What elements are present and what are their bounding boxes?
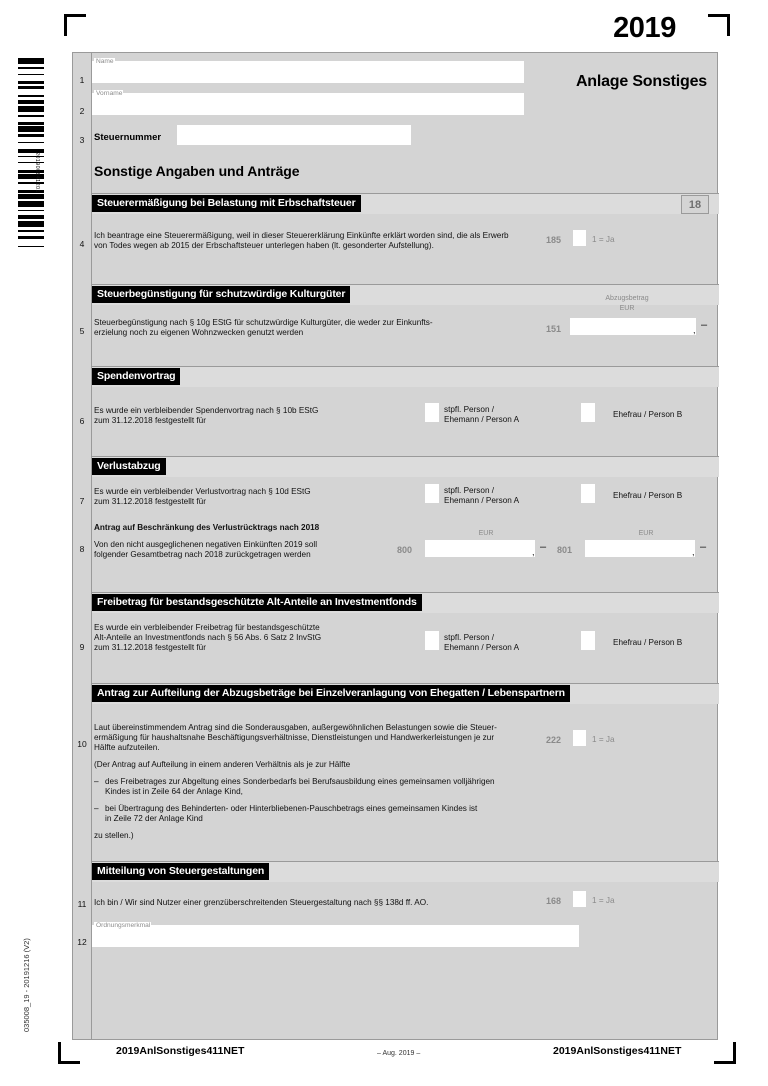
verlustabzug-amount-b-input[interactable]	[585, 540, 695, 557]
form-title: Anlage Sonstiges	[575, 73, 707, 90]
kulturgueter-text-line1: Steuerbegünstigung nach § 10g EStG für schutzwürdige Kulturgüter, die weder zur Einkunfts-	[94, 318, 433, 327]
page-title: Sonstige Angaben und Anträge	[94, 163, 300, 179]
barcode	[18, 58, 44, 286]
bullet-dash-1: –	[94, 777, 99, 786]
aufteilung-bullet1-line2: Kindes ist in Zeile 64 der Anlage Kind,	[105, 787, 243, 796]
field-code-801: 801	[557, 545, 573, 555]
verlustabzug-sub-line2: folgender Gesamtbetrag nach 2018 zurückgetragen werden	[94, 550, 311, 559]
row-number-5: 5	[79, 326, 85, 336]
freibetrag-person-a-line2: Ehemann / Person A	[444, 643, 520, 652]
aufteilung-ja-label: 1 = Ja	[592, 735, 615, 744]
spendenvortrag-checkbox-person-a[interactable]	[425, 403, 439, 422]
freibetrag-checkbox-person-b[interactable]	[581, 631, 595, 650]
crop-mark-bottom-right	[714, 1042, 736, 1064]
vorname-field[interactable]	[92, 93, 524, 115]
aufteilung-text-line4: (Der Antrag auf Aufteilung in einem anderen Verhältnis als je zur Hälfte	[94, 760, 351, 769]
aufteilung-text-line3: Hälfte aufzuteilen.	[94, 743, 160, 752]
verlustabzug-text-line1: Es wurde ein verbleibender Verlustvortrag nach § 10d EStG	[94, 487, 311, 496]
tax-year: 2019	[613, 12, 676, 44]
ordnungsmerkmal-label: Ordnungsmerkmal	[96, 922, 151, 929]
cent-dash: –	[700, 541, 707, 553]
freibetrag-text-line3: zum 31.12.2018 festgestellt für	[94, 643, 206, 652]
crop-mark-bottom-left	[58, 1042, 80, 1064]
kulturgueter-amount-input[interactable]	[570, 318, 696, 335]
kulturgueter-currency-label: EUR	[619, 305, 635, 312]
field-code-168: 168	[546, 896, 562, 906]
erbschaftsteuer-text-line1: Ich beantrage eine Steuerermäßigung, weil in dieser Steuererklärung Einkünfte erklärt worden sind, die als Erwerb	[94, 231, 509, 240]
section-heading-kulturgueter: Steuerbegünstigung für schutzwürdige Kulturgüter	[92, 286, 350, 303]
verlustabzug-sub-line1: Von den nicht ausgeglichenen negativen Einkünften 2019 soll	[94, 540, 318, 549]
form-version-id: 035008_19 - 20191216 (V2)	[22, 938, 31, 1032]
verlustabzug-checkbox-person-a[interactable]	[425, 484, 439, 503]
section-header-band	[92, 457, 719, 477]
freibetrag-text-line1: Es wurde ein verbleibender Freibetrag für bestandsgeschützte	[94, 623, 320, 632]
field-code-185: 185	[546, 235, 562, 245]
section-heading-verlustabzug: Verlustabzug	[92, 458, 166, 475]
crop-mark-top-right	[708, 14, 730, 36]
footer-right: 2019AnlSonstiges411NET	[553, 1045, 682, 1057]
spendenvortrag-person-a-line1: stpfl. Person /	[444, 405, 495, 414]
section-heading-steuergestaltungen: Mitteilung von Steuergestaltungen	[92, 863, 269, 880]
decimal-comma: ,	[693, 325, 696, 335]
steuergestaltungen-ja-input[interactable]	[573, 891, 586, 907]
row-number-3: 3	[79, 135, 85, 145]
verlustabzug-checkbox-person-b[interactable]	[581, 484, 595, 503]
row-number-6: 6	[79, 416, 85, 426]
section-heading-spendenvortrag: Spendenvortrag	[92, 368, 180, 385]
steuergestaltungen-text-line1: Ich bin / Wir sind Nutzer einer grenzüberschreitenden Steuergestaltung nach §§ 138d ff. AO.	[94, 898, 429, 907]
freibetrag-person-a-line1: stpfl. Person /	[444, 633, 495, 642]
barcode-number: 201900841201	[34, 152, 40, 193]
row-number-2: 2	[79, 106, 85, 116]
verlustabzug-subheading: Antrag auf Beschränkung des Verlustrücktrags nach 2018	[94, 523, 320, 532]
row-number-11: 11	[77, 899, 87, 909]
row-number-1: 1	[79, 75, 85, 85]
footer-center: – Aug. 2019 –	[377, 1050, 421, 1057]
steuergestaltungen-ja-label: 1 = Ja	[592, 896, 615, 905]
field-code-800: 800	[397, 545, 413, 555]
form-body	[72, 52, 718, 1040]
aufteilung-bullet2-line1: bei Übertragung des Behinderten- oder Hinterbliebenen-Pauschbetrags eines gemeinsamen Kindes ist	[105, 804, 478, 813]
verlustabzug-amount-a-input[interactable]	[425, 540, 535, 557]
cent-dash: –	[701, 319, 708, 331]
row-number-9: 9	[79, 642, 85, 652]
name-label: Name	[96, 58, 114, 65]
crop-mark-top-left	[64, 14, 86, 36]
spendenvortrag-person-a-line2: Ehemann / Person A	[444, 415, 520, 424]
name-field[interactable]	[92, 61, 524, 83]
section-heading-erbschaftsteuer: Steuerermäßigung bei Belastung mit Erbschaftsteuer	[92, 195, 361, 212]
section-heading-freibetrag: Freibetrag für bestandsgeschützte Alt-Anteile an Investmentfonds	[92, 594, 422, 611]
steuernummer-field[interactable]	[177, 125, 411, 145]
freibetrag-person-b-label: Ehefrau / Person B	[613, 638, 683, 647]
row-number-12: 12	[77, 937, 87, 947]
aufteilung-text-line5: zu stellen.)	[94, 831, 134, 840]
bullet-dash-2: –	[94, 804, 99, 813]
aufteilung-ja-input[interactable]	[573, 730, 586, 746]
aufteilung-text-line2: ermäßigung für haushaltsnahe Beschäftigungsverhältnisse, Dienstleistungen und Handwerkerleistungen je zur	[94, 733, 495, 742]
spendenvortrag-text-line2: zum 31.12.2018 festgestellt für	[94, 416, 206, 425]
spendenvortrag-text-line1: Es wurde ein verbleibender Spendenvortrag nach § 10b EStG	[94, 406, 319, 415]
ordnungsmerkmal-field[interactable]	[92, 925, 579, 947]
field-code-222: 222	[546, 735, 562, 745]
row-number-4: 4	[79, 239, 85, 249]
row-number-8: 8	[79, 544, 85, 554]
field-code-151: 151	[546, 324, 562, 334]
row-number-10: 10	[77, 739, 87, 749]
verlustabzug-person-a-line2: Ehemann / Person A	[444, 496, 520, 505]
footer-left: 2019AnlSonstiges411NET	[116, 1045, 245, 1057]
verlustabzug-text-line2: zum 31.12.2018 festgestellt für	[94, 497, 206, 506]
row-number-7: 7	[79, 496, 85, 506]
decimal-comma: ,	[692, 547, 695, 557]
spendenvortrag-checkbox-person-b[interactable]	[581, 403, 595, 422]
erbschaftsteuer-ja-label: 1 = Ja	[592, 235, 615, 244]
verlustabzug-eur-label-a: EUR	[478, 530, 494, 537]
aufteilung-text-line1: Laut übereinstimmendem Antrag sind die Sonderausgaben, außergewöhnlichen Belastungen sowie die Steuer-	[94, 723, 497, 732]
verlustabzug-eur-label-b: EUR	[638, 530, 654, 537]
decimal-comma: ,	[532, 547, 535, 557]
vorname-label: Vorname	[96, 90, 123, 97]
aufteilung-bullet1-line1: des Freibetrages zur Abgeltung eines Sonderbedarfs bei Berufsausbildung eines gemeinsamen volljährigen	[105, 777, 495, 786]
kulturgueter-amount-label: Abzugsbetrag	[605, 295, 649, 302]
aufteilung-bullet2-line2: in Zeile 72 der Anlage Kind	[105, 814, 203, 823]
verlustabzug-person-a-line1: stpfl. Person /	[444, 486, 495, 495]
erbschaftsteuer-ja-input[interactable]	[573, 230, 586, 246]
kulturgueter-text-line2: erzielung noch zu eigenen Wohnzwecken genutzt werden	[94, 328, 304, 337]
section-heading-aufteilung: Antrag zur Aufteilung der Abzugsbeträge bei Einzelveranlagung von Ehegatten / Lebenspartnern	[92, 685, 570, 702]
erbschaftsteuer-text-line2: von Todes wegen ab 2015 der Erbschaftsteuer unterlegen haben (lt. gesonderter Aufstellung).	[94, 241, 434, 250]
freibetrag-text-line2: Alt-Anteile an Investmentfonds nach § 56 Abs. 6 Satz 2 InvStG	[94, 633, 322, 642]
section-header-band	[92, 367, 719, 387]
spendenvortrag-person-b-label: Ehefrau / Person B	[613, 410, 683, 419]
cent-dash: –	[540, 541, 547, 553]
steuernummer-label: Steuernummer	[94, 132, 162, 143]
freibetrag-checkbox-person-a[interactable]	[425, 631, 439, 650]
verlustabzug-person-b-label: Ehefrau / Person B	[613, 491, 683, 500]
page-number-box: 18	[681, 195, 709, 214]
